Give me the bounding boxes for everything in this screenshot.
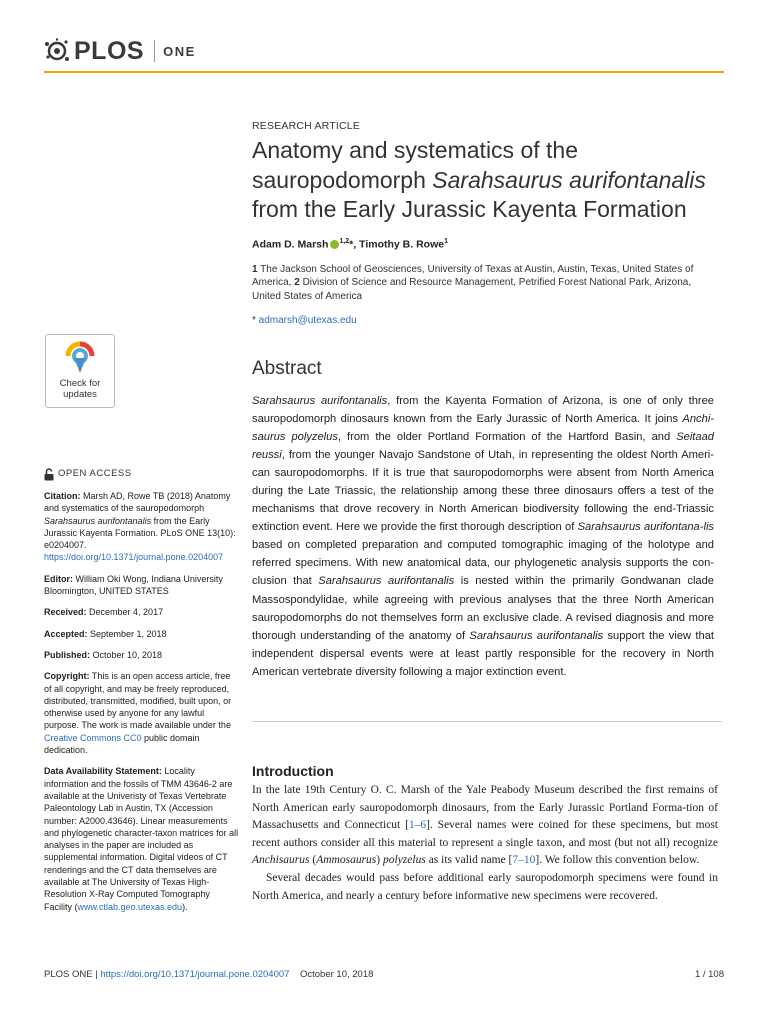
logo-divider [154,40,155,62]
intro-paragraph: Several decades would pass before additional early sauropodomorph specimens were found in North America, and nearly a century before informative new specimens were recovered. [252,871,718,902]
affil-number: 1 [252,264,258,275]
footer-date: October 10, 2018 [300,969,374,980]
plos-one-logo [44,36,196,66]
reference-link[interactable]: 7–10 [512,854,536,867]
title-line-3: from the Early Jurassic Kayenta Formation [252,196,687,222]
author-name[interactable]: Timothy B. Rowe [359,238,445,251]
affil-text: The Jackson School of Geosciences, University of Texas at Austin, Austin, Texas, United States of America, [252,264,694,289]
author-affil-sup: 1 [444,238,448,245]
author-affil-sup: 1,2 [339,238,350,245]
corresponding-mark: *, [349,238,360,251]
check-for-updates-icon [65,341,95,375]
intro-paragraph: In the late 19th Century O. C. Marsh of the Yale Peabody Museum described the first remains of North American early sauropodomorph dinosaurs, from the Early Jurassic Portland Forma-tion of Massachusetts and Connecticut [1–6]. Several names were coined for these specimens, but most recent authors consider all this material to represent a single taxon, and most (but not all) recognize Anchisaurus (Ammosaurus) polyzelus as its valid name [7–10]. We follow this convention below. [252,784,718,867]
affiliations [252,263,722,303]
page-number: 1 / 108 [694,969,724,980]
citation: Citation: Marsh AD, Rowe TB (2018) Anatomy and systematics of the sauropodomorph Sarahsaurus aurifontanalis from the Early Jurassic Kayenta Formation. PLoS ONE 13(10): e0204007. https://doi.org/10.1371/journal.pone.0204007 [44,491,236,563]
affil-text: Division of Science and Resource Management, Petrified Forest National Park, Arizona, United States of America [252,277,692,302]
ctlab-link[interactable]: www.ctlab.geo.utexas.edu [77,901,183,912]
journal-section: ONE [163,43,196,59]
title-taxon: Sarahsaurus aurifontanalis [432,166,706,193]
received-date: Received: December 4, 2017 [44,607,164,618]
title-line-2: sauropodomorph [252,166,433,193]
reference-link[interactable]: 1–6 [408,819,427,832]
editor: Editor: William Oki Wong, Indiana University Bloomington, UNITED STATES [44,573,223,597]
check-for-updates-button[interactable] [45,334,115,408]
journal-name: PLOS [74,36,145,65]
affil-number: 2 [294,277,300,289]
author-list [252,238,448,251]
copyright: Copyright: This is an open access article, free of all copyright, and may be freely reproduced, distributed, transmitted, modified, built upon, or otherwise used by anyone for any lawful purpose. The work is made available under the Creative Commons CC0 public domain dedication. [44,671,232,756]
article-sidebar [44,468,240,922]
footer-journal: PLOS ONE | [44,969,101,980]
article-title [252,136,732,225]
introduction-text [252,782,718,905]
plos-logo-icon [44,38,70,64]
published-date: Published: October 10, 2018 [44,649,163,660]
abstract-text: Sarahsaurus aurifontanalis, from the Kayenta Formation of Arizona, is one of only three sauropodomorph dinosaurs known from the Early Jurassic of North America. It joins Anchi-saurus polyzelus, from the older Portland Formation of the Hartford Basin, and Seitaad reussi, from the younger Navajo Sandstone of Utah, in representing the oldest North Ameri-can sauropodomorphs. If it is true that sauropodomorphs were absent from North America during the Late Triassic, the relationship among these three dinosaurs offers a test of the mechanisms that drove recovery in North American biodiversity following the end-Triassic extinction event. Here we provide the first thorough description of Sarahsaurus aurifontana-lis based on completed preparation and computed tomographic imaging of the holotype and referred specimens. With new anatomical data, our phylogenetic analysis supports the con-clusion that Sarahsaurus aurifontanalis is nested within the primarily Gondwanan clade Massospondylidae, while agreeing with previous analyses that the three North American sauropodomorphs do not themselves form an exclusive clade. A revised diagnosis and more thorough understanding of the anatomy of Sarahsaurus aurifontanalis support the view that independent dispersal events were at least partly responsible for the recovery in North American vertebrate diversity following a major extinction event. [252,395,715,678]
data-availability: Data Availability Statement: Locality information and the fossils of TMM 43646-2 are available at the Univeristy of Texas Vertebrate Paleontology Lab in Austin, TX (Accession number: A2000.43646). Linear measurements and phylogenetic character-taxon matrices for all analyses in the paper are included as supplemental information. Digital videos of CT renderings and the CT data themselves are available at The University of Texas High-Resolution X-Ray Computed Tomography Facility (www.ctlab.geo.utexas.edu). [44,766,239,912]
license-link[interactable]: Creative Commons CC0 [44,732,142,743]
author-name[interactable]: Adam D. Marsh [252,238,329,251]
email-star: * [252,315,259,326]
open-lock-icon [44,468,54,481]
page-footer [44,969,724,980]
abstract-heading: Abstract [252,358,322,379]
article-type: RESEARCH ARTICLE [252,120,361,132]
check-for-updates-line1: Check for [59,378,101,389]
check-for-updates-line2: updates [63,388,97,400]
introduction-heading: Introduction [252,763,334,779]
accepted-date: Accepted: September 1, 2018 [44,628,167,639]
email-link[interactable]: admarsh@utexas.edu [258,315,357,326]
open-access-text: OPEN ACCESS [58,468,132,480]
open-access-label [44,468,240,481]
abstract-divider [252,721,722,722]
header-rule [44,71,724,73]
title-line-1: Anatomy and systematics of the [252,137,578,163]
corresponding-email [252,315,357,326]
doi-link[interactable]: https://doi.org/10.1371/journal.pone.0204007 [44,552,224,563]
footer-doi-link[interactable]: https://doi.org/10.1371/journal.pone.0204007 [100,969,290,980]
